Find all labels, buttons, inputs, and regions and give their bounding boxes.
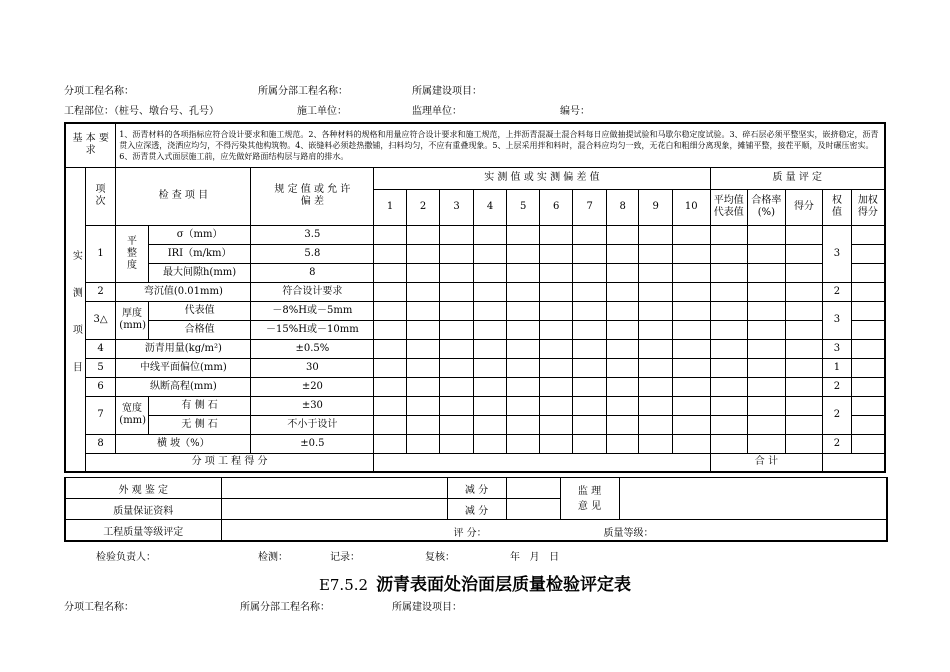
assessment-table (64, 477, 888, 542)
tester-label: 检测： (258, 552, 288, 563)
requirements-text: 1、沥青材料的各项指标应符合设计要求和施工规范。2、各种材料的规格和用量应符合设计要求和施工规范，上拌沥青混凝土混合料每日应做抽提试验和马歇尔稳定度试验。3、碎石层必须平整坚实，嵌挤稳定，沥青贯入应深透，浇洒应均匀，不得污染其他构筑物。4、嵌缝料必须趁热撒铺，扫料均匀，不应有重叠现象。5、上层采用拌和料时，混合料应均匀一致，无花白和粗细分离现象，摊铺平整，接茬平顺，及时碾压密实。6、沥青贯入式面层施工前，应先做好路面结构层与路肩的排水。 (116, 123, 885, 167)
next-header-line (0, 598, 950, 612)
checker-label: 复核： (425, 552, 455, 563)
row-weight: 2 (823, 396, 851, 434)
row-no: 7 (85, 396, 115, 434)
number-label: 编号： (560, 106, 590, 117)
inspection-table (64, 122, 886, 473)
recorder-label: 记录： (330, 552, 360, 563)
pass-rate-header: 合格率(%) (748, 189, 786, 225)
row-weight: 3 (823, 301, 851, 339)
col-no-header: 项 次 (85, 167, 115, 225)
row-weight: 3 (823, 225, 851, 282)
row-weight: 2 (823, 434, 851, 453)
row-spec: ±0.5% (251, 339, 374, 358)
deduct-label-2: 减 分 (447, 499, 506, 520)
inspector-label: 检验负责人： (96, 552, 156, 563)
section-label: 实 测 项 目 (65, 167, 85, 472)
row-group: 宽度(mm) (116, 396, 149, 434)
row-item: 沥青用量(kg/m²) (116, 339, 251, 358)
table-row (65, 320, 885, 339)
supervision-label: 监 理 意 见 (560, 478, 619, 520)
quality-doc-label: 质量保证资料 (65, 499, 221, 520)
score-header: 得分 (785, 189, 823, 225)
summary-row (65, 453, 885, 472)
measure-col-9: 9 (639, 189, 673, 225)
weight-header: 权值 (823, 189, 851, 225)
row-item: IRI（m/km） (148, 244, 251, 263)
appearance-label: 外 观 鉴 定 (65, 478, 221, 499)
row-weight: 1 (823, 358, 851, 377)
col-measured-header: 实 测 值 或 实 测 偏 差 值 (374, 167, 710, 189)
item-name-label: 分项工程名称： (64, 86, 134, 97)
table-row (65, 282, 885, 301)
grade-field-label: 质量等级： (603, 528, 654, 539)
row-spec: 5.8 (251, 244, 374, 263)
row-no: 5 (85, 358, 115, 377)
form-title (0, 570, 950, 595)
supervisor-label: 监理单位： (412, 106, 462, 117)
measure-col-10: 10 (672, 189, 710, 225)
total-label: 合 计 (710, 453, 823, 472)
row-item: 合格值 (148, 320, 251, 339)
parent-name-label: 所属分部工程名称： (258, 86, 348, 97)
grade-eval-label: 工程质量等级评定 (65, 520, 221, 542)
measure-col-3: 3 (440, 189, 474, 225)
next-item-name-label: 分项工程名称： (64, 602, 134, 613)
measure-col-6: 6 (539, 189, 573, 225)
deduct-label-1: 减 分 (447, 478, 506, 499)
date-label: 年 月 日 (510, 552, 560, 563)
score-field-label: 评 分： (453, 528, 487, 539)
next-project-name-label: 所属建设项目： (392, 602, 462, 613)
row-item: 中线平面偏位(mm) (116, 358, 251, 377)
row-item: 代表值 (148, 301, 251, 320)
location-label: 工程部位：（桩号、墩台号、孔号） (64, 106, 219, 117)
table-row (65, 434, 885, 453)
row-spec: ±0.5 (251, 434, 374, 453)
table-row (65, 358, 885, 377)
row-spec: －8%H或－5mm (251, 301, 374, 320)
col-item-header: 检 查 项 目 (116, 167, 251, 225)
table-row (65, 263, 885, 282)
subproject-score-label: 分 项 工 程 得 分 (85, 453, 374, 472)
row-group: 平整度 (116, 225, 149, 282)
row-weight: 2 (823, 377, 851, 396)
row-item: 有 侧 石 (148, 396, 251, 415)
contractor-label: 施工单位： (297, 106, 347, 117)
avg-header: 平均值代表值 (710, 189, 748, 225)
project-name-label: 所属建设项目： (412, 86, 482, 97)
row-item: 无 侧 石 (148, 415, 251, 434)
row-no: 3△ (85, 301, 115, 339)
table-row (65, 415, 885, 434)
measure-col-2: 2 (406, 189, 440, 225)
row-group: 厚度(mm) (116, 301, 149, 339)
table-row (65, 225, 885, 244)
row-no: 6 (85, 377, 115, 396)
table-row (65, 339, 885, 358)
row-no: 1 (85, 225, 115, 282)
row-item: 弯沉值(0.01mm) (116, 282, 251, 301)
col-spec-header: 规 定 值 或 允 许 偏 差 (251, 167, 374, 225)
table-row (65, 377, 885, 396)
measure-col-1: 1 (374, 189, 407, 225)
measure-col-7: 7 (573, 189, 607, 225)
row-item: 最大间隙h(mm) (148, 263, 251, 282)
table-row (65, 396, 885, 415)
col-eval-header: 质 量 评 定 (710, 167, 885, 189)
table-row (65, 301, 885, 320)
row-spec: －15%H或－10mm (251, 320, 374, 339)
form-title-text: 沥青表面处治面层质量检验评定表 (376, 575, 632, 595)
row-item: 横 坡（%） (116, 434, 251, 453)
row-spec: 符合设计要求 (251, 282, 374, 301)
form-code: E7.5.2 (318, 576, 369, 594)
header-line-1 (0, 82, 950, 96)
requirements-label: 基 本 要 求 (65, 123, 116, 167)
row-no: 2 (85, 282, 115, 301)
row-spec: ±20 (251, 377, 374, 396)
row-spec: 不小于设计 (251, 415, 374, 434)
row-item: 纵断高程(mm) (116, 377, 251, 396)
next-parent-name-label: 所属分部工程名称： (240, 602, 330, 613)
row-item: σ（mm） (148, 225, 251, 244)
header-line-2 (0, 102, 950, 116)
row-no: 4 (85, 339, 115, 358)
row-spec: 30 (251, 358, 374, 377)
table-row (65, 244, 885, 263)
measure-col-4: 4 (473, 189, 507, 225)
row-weight: 2 (823, 282, 851, 301)
weighted-header: 加权得分 (851, 189, 885, 225)
row-spec: 3.5 (251, 225, 374, 244)
row-weight: 3 (823, 339, 851, 358)
measure-col-5: 5 (507, 189, 540, 225)
row-spec: ±30 (251, 396, 374, 415)
row-no: 8 (85, 434, 115, 453)
row-spec: 8 (251, 263, 374, 282)
measure-col-8: 8 (606, 189, 639, 225)
